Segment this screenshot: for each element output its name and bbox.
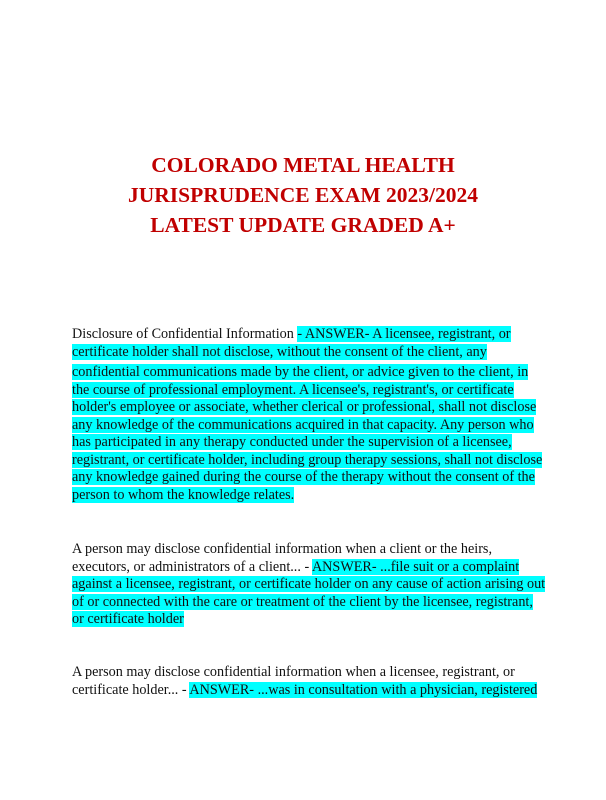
answer-highlight: ANSWER- ...was in consultation with a physician, registered: [189, 681, 538, 698]
question-line: A person may disclose confidential information when a licensee, registrant, or: [72, 664, 515, 680]
answer-highlight: - ANSWER- A licensee, registrant, or: [297, 326, 511, 342]
answer-line: holder's employee or associate, whether clerical or professional, shall not disclose: [72, 399, 537, 415]
answer-line: the course of professional employment. A licensee's, registrant's, or certificate: [72, 381, 514, 398]
answer-line: has participated in any therapy conducted under the supervision of a licensee,: [72, 434, 512, 450]
question-text: Disclosure of Confidential Information: [72, 326, 294, 342]
answer-line: registrant, or certificate holder, including group therapy sessions, shall not disclose: [72, 451, 543, 468]
question-text: certificate holder... -: [72, 681, 190, 698]
question-line: A person may disclose confidential information when a client or the heirs,: [72, 541, 492, 557]
document-title: [40, 150, 566, 240]
answer-line: person to whom the knowledge relates.: [72, 486, 295, 503]
qa-item-consultation: [72, 664, 542, 699]
title-line: JURISPRUDENCE EXAM 2023/2024: [128, 183, 478, 207]
qa-mixed-line: [72, 682, 542, 700]
qa-item-disclosure: [72, 326, 542, 504]
qa-first-line: [72, 326, 542, 344]
question-text: executors, or administrators of a client... -: [72, 558, 312, 575]
qa-item-heirs-suit: [72, 541, 546, 629]
answer-line: confidential communications made by the client, or advice given to the client, in: [72, 364, 529, 380]
answer-line: any knowledge of the communications acquired in that capacity. Any person who: [72, 416, 534, 433]
title-line: COLORADO METAL HEALTH: [151, 153, 455, 177]
answer-line: certificate holder shall not disclose, without the consent of the client, any: [72, 343, 487, 360]
answer-line: or certificate holder: [72, 611, 184, 627]
answer-continuation: [72, 364, 542, 504]
answer-line: against a licensee, registrant, or certificate holder on any cause of action arising out: [72, 576, 546, 592]
answer-line: any knowledge gained during the course of the therapy without the consent of the: [72, 469, 535, 485]
qa-mixed-line: [72, 559, 542, 577]
answer-highlight: ANSWER- ...file suit or a complaint: [311, 558, 520, 575]
answer-line: of or connected with the care or treatment of the client by the licensee, registrant,: [72, 593, 533, 610]
title-line: LATEST UPDATE GRADED A+: [150, 213, 456, 237]
